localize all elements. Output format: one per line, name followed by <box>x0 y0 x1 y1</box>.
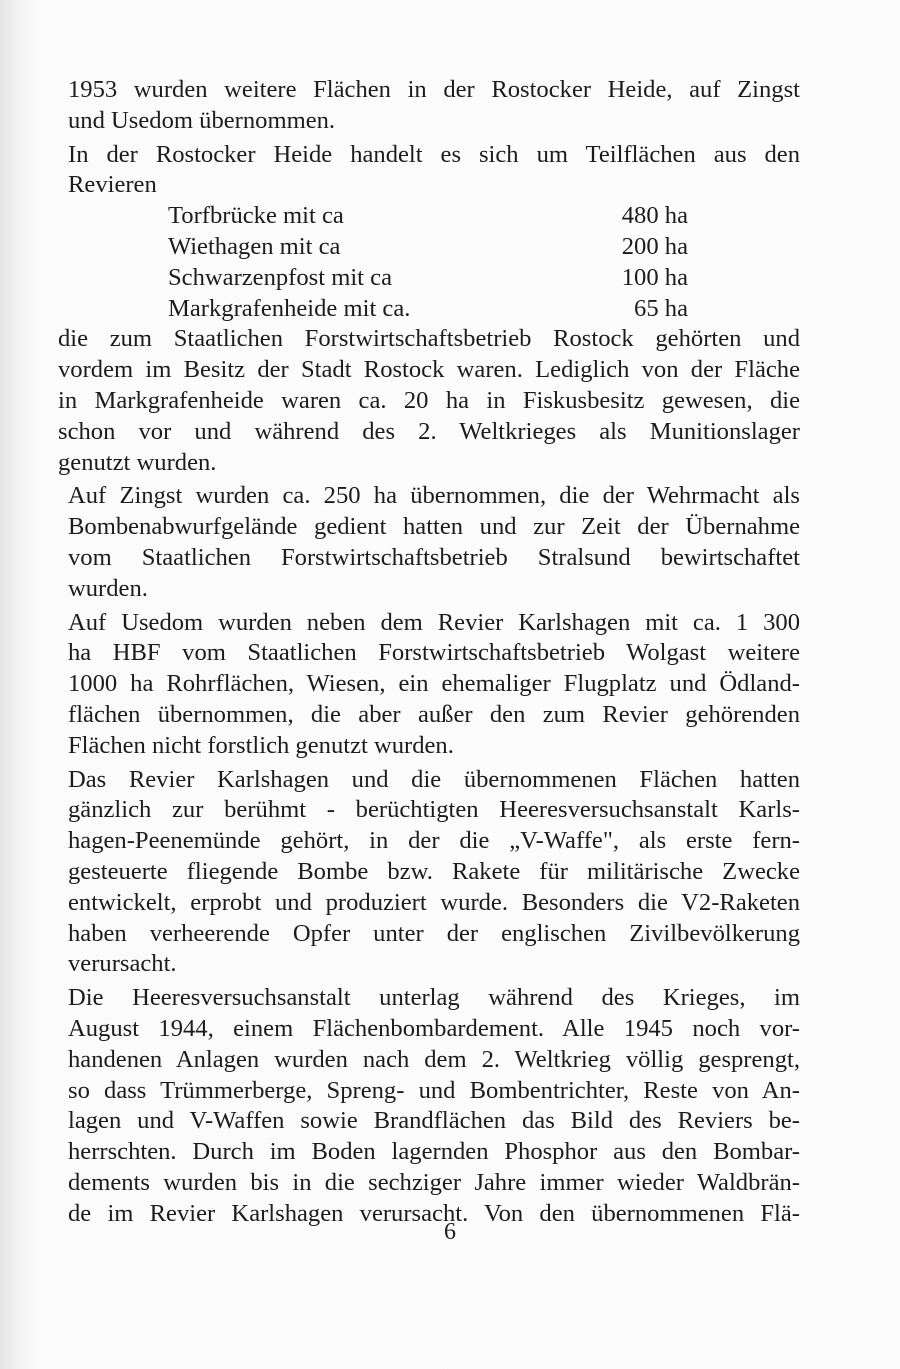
text-line: Bombenabwurfgelände gedient hatten und zur Zeit der Übernahme <box>68 513 800 541</box>
revier-area: 200 ha <box>621 232 688 260</box>
revier-name: Torfbrücke mit ca <box>168 202 344 230</box>
paragraph-1953-areas <box>58 75 800 137</box>
text-line: August 1944, einem Flächenbombardement. Alle 1945 noch vor- <box>68 1014 800 1042</box>
revier-area: 100 ha <box>621 263 688 291</box>
text-line: lagen und V-Waffen sowie Brandflächen das Bild des Reviers be- <box>68 1107 800 1135</box>
revier-name: Schwarzenpfost mit ca <box>168 263 392 291</box>
text-line: die zum Staatlichen Forstwirtschaftsbetrieb Rostock gehörten und <box>58 325 800 353</box>
text-line: flächen übernommen, die aber außer den zum Revier gehörenden <box>68 700 800 728</box>
revier-row <box>168 232 688 263</box>
text-line: In der Rostocker Heide handelt es sich um Teilflächen aus den <box>68 140 800 168</box>
text-line: vordem im Besitz der Stadt Rostock waren. Lediglich von der Fläche <box>58 356 800 384</box>
text-line: schon vor und während des 2. Weltkrieges als Munitionslager <box>58 417 800 445</box>
text-line: entwickelt, erprobt und produziert wurde. Besonders die V2-Raketen <box>68 888 800 916</box>
revier-row <box>168 201 688 232</box>
text-line: und Usedom übernommen. <box>68 106 336 134</box>
text-line: dements wurden bis in die sechziger Jahre immer wieder Waldbrän- <box>68 1168 800 1196</box>
revier-name: Markgrafenheide mit ca. <box>168 294 411 322</box>
text-line: vom Staatlichen Forstwirtschaftsbetrieb Stralsund bewirtschaftet <box>68 543 800 571</box>
revier-area: 480 ha <box>621 202 688 230</box>
text-line: hagen-Peenemünde gehört, in der die „V-Waffe", als erste fern- <box>68 827 800 855</box>
revier-area: 65 ha <box>634 294 688 322</box>
text-line: genutzt wurden. <box>58 448 217 476</box>
text-line: 1953 wurden weitere Flächen in der Rostocker Heide, auf Zingst <box>68 76 800 103</box>
text-line: haben verheerende Opfer unter der englischen Zivilbevölkerung <box>68 919 800 947</box>
text-line: Das Revier Karlshagen und die übernommenen Flächen hatten <box>68 765 800 793</box>
text-line: gänzlich zur berühmt - berüchtigten Heeresversuchsanstalt Karls- <box>68 796 800 824</box>
text-line: verursacht. <box>68 950 177 978</box>
text-line: wurden. <box>68 574 148 602</box>
text-line: 1000 ha Rohrflächen, Wiesen, ein ehemaliger Flugplatz und Ödland- <box>68 670 800 698</box>
revier-row <box>168 263 688 294</box>
page-body <box>58 75 800 1229</box>
paragraph-usedom <box>58 608 800 762</box>
text-line: gesteuerte fliegende Bombe bzw. Rakete für militärische Zwecke <box>68 857 800 885</box>
paragraph-zingst <box>58 481 800 604</box>
text-line: so dass Trümmerberge, Spreng- und Bombentrichter, Reste von An- <box>68 1076 800 1104</box>
text-line: Auf Zingst wurden ca. 250 ha übernommen, die der Wehrmacht als <box>68 482 800 510</box>
revier-row <box>168 294 688 325</box>
text-line: in Markgrafenheide waren ca. 20 ha in Fiskusbesitz gewesen, die <box>58 386 800 414</box>
paragraph-heeresversuchsanstalt <box>58 983 800 1229</box>
paragraph-forstwirtschaftsbetrieb-rostock <box>58 324 800 478</box>
text-line: handenen Anlagen wurden nach dem 2. Weltkrieg völlig gesprengt, <box>68 1045 800 1073</box>
page-number: 6 <box>444 1219 456 1245</box>
revier-area-table <box>168 201 688 324</box>
text-line: Revieren <box>68 171 157 199</box>
text-line: Flächen nicht forstlich genutzt wurden. <box>68 731 454 759</box>
text-line: Die Heeresversuchsanstalt unterlag während des Krieges, im <box>68 984 800 1012</box>
revier-name: Wiethagen mit ca <box>168 232 341 260</box>
text-line: herrschten. Durch im Boden lagernden Phosphor aus den Bombar- <box>68 1138 800 1166</box>
text-line: Auf Usedom wurden neben dem Revier Karlshagen mit ca. 1 300 <box>68 608 800 636</box>
text-line: ha HBF vom Staatlichen Forstwirtschaftsbetrieb Wolgast weitere <box>68 639 800 667</box>
text-line: de im Revier Karlshagen verursacht. Von den übernommenen Flä- <box>68 1199 800 1227</box>
paragraph-karlshagen <box>58 765 800 981</box>
paragraph-rostocker-heide <box>58 140 800 202</box>
